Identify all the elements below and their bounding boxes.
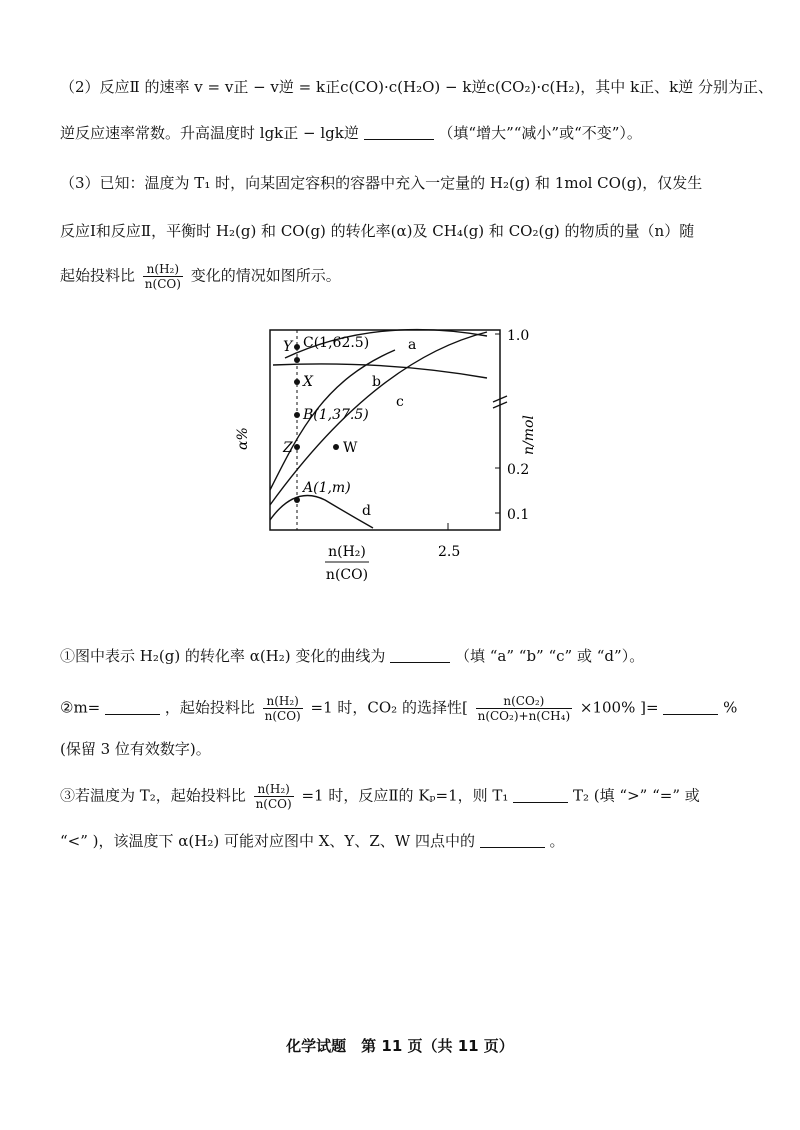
y-right-tick-02: 0.2	[507, 462, 530, 478]
ratio-fraction	[143, 262, 183, 291]
curve-d	[270, 496, 373, 529]
answer-blank[interactable]	[105, 698, 160, 715]
sub1-tail: （填 “a” “b” “c” 或 “d”）。	[454, 647, 645, 665]
sub2-line2: (保留 3 位有效数字)。	[60, 740, 211, 758]
label-b: B(1,37.5)	[303, 407, 369, 423]
selectivity-fraction	[476, 694, 573, 723]
sub3-text: ③若温度为 T₂，起始投料比	[60, 786, 246, 805]
curve-label-a: a	[408, 337, 417, 353]
answer-blank[interactable]	[364, 123, 434, 140]
answer-blank[interactable]	[390, 646, 450, 663]
ratio-denominator: n(CO)	[255, 797, 292, 811]
q2-line1: （2）反应Ⅱ 的速率 v = v正 − v逆 = k正c(CO)·c(H₂O) − k逆c(CO₂)·c(H₂)，其中 k正、k逆 分别为正、	[60, 78, 774, 96]
curve-label-c: c	[396, 394, 404, 410]
q3-line3	[60, 262, 341, 291]
sub3-line2-tail: 。	[549, 832, 565, 850]
point-a	[294, 497, 300, 503]
page-footer: 化学试题 第 11 页（共 11 页）	[286, 1037, 514, 1055]
label-a: A(1,m)	[303, 480, 351, 496]
ratio-numerator: n(H₂)	[263, 694, 303, 709]
point-z	[294, 444, 300, 450]
x-tick-2-5: 2.5	[438, 544, 461, 560]
label-z: Z	[283, 440, 293, 456]
label-c: C(1,62.5)	[303, 335, 370, 351]
q3-line3-tail: 变化的情况如图所示。	[190, 266, 341, 285]
sub3-line2	[60, 830, 565, 852]
y-left-label: α%	[235, 427, 251, 450]
y-right-tick-01: 0.1	[507, 507, 530, 523]
sub3-line2-text: “<” )，该温度下 α(H₂) 可能对应图中 X、Y、Z、W 四点中的	[60, 832, 475, 850]
answer-blank[interactable]	[513, 786, 568, 803]
q2-line2-text: 逆反应速率常数。升高温度时 lgk正 − lgk逆	[60, 124, 359, 142]
sub3-text-b: =1 时，反应Ⅱ的 Kₚ=1，则 T₁	[301, 786, 509, 805]
q3-line2: 反应Ⅰ和反应Ⅱ，平衡时 H₂(g) 和 CO(g) 的转化率(α)及 CH₄(g) 和 CO₂(g) 的物质的量（n）随	[60, 222, 695, 240]
q3-line3-text: 起始投料比	[60, 266, 136, 285]
sub2-text-b: ，起始投料比	[164, 698, 255, 717]
x-label-denominator: n(CO)	[325, 567, 369, 583]
x-label-numerator: n(H₂)	[328, 544, 366, 560]
sub2-text: ②m=	[60, 698, 101, 717]
point-y	[294, 344, 300, 350]
q2-line2-tail: （填“增大”“减小”或“不变”）。	[438, 124, 642, 142]
q3-line1: （3）已知：温度为 T₁ 时，向某固定容积的容器中充入一定量的 H₂(g) 和 1mol CO(g)，仅发生	[60, 174, 703, 192]
label-x: X	[303, 374, 313, 390]
ratio-numerator: n(H₂)	[143, 262, 183, 277]
sub1-line	[60, 645, 644, 667]
label-w: W	[343, 440, 358, 456]
curve-label-b: b	[372, 374, 381, 390]
ratio-numerator: n(H₂)	[254, 782, 294, 797]
point-c	[294, 357, 300, 363]
ratio-fraction	[263, 694, 303, 723]
sub2-text-c: =1 时，CO₂ 的选择性[	[310, 698, 468, 717]
curve-label-d: d	[362, 503, 371, 519]
ratio-fraction	[254, 782, 294, 811]
sub2-percent: %	[723, 698, 738, 717]
point-x	[294, 379, 300, 385]
ratio-denominator: n(CO)	[264, 709, 301, 723]
ratio-denominator: n(CO)	[144, 277, 181, 291]
selectivity-denominator: n(CO₂)+n(CH₄)	[477, 709, 571, 723]
y-right-tick-1: 1.0	[507, 328, 530, 344]
answer-blank[interactable]	[480, 831, 545, 848]
point-b	[294, 412, 300, 418]
plot-frame	[270, 330, 500, 530]
q2-line2	[60, 122, 642, 144]
label-y: Y	[283, 339, 293, 355]
answer-blank[interactable]	[663, 698, 718, 715]
sub3-text-c: T₂ (填 “>” “=” 或	[573, 786, 700, 805]
sub2-text-d: ×100% ]=	[579, 698, 659, 717]
sub2-line	[60, 694, 737, 723]
point-w	[333, 444, 339, 450]
sub1-text: ①图中表示 H₂(g) 的转化率 α(H₂) 变化的曲线为	[60, 647, 386, 665]
selectivity-numerator: n(CO₂)	[476, 694, 573, 709]
sub3-line	[60, 782, 700, 811]
y-right-label: n/mol	[521, 415, 537, 455]
conversion-chart	[225, 320, 565, 590]
